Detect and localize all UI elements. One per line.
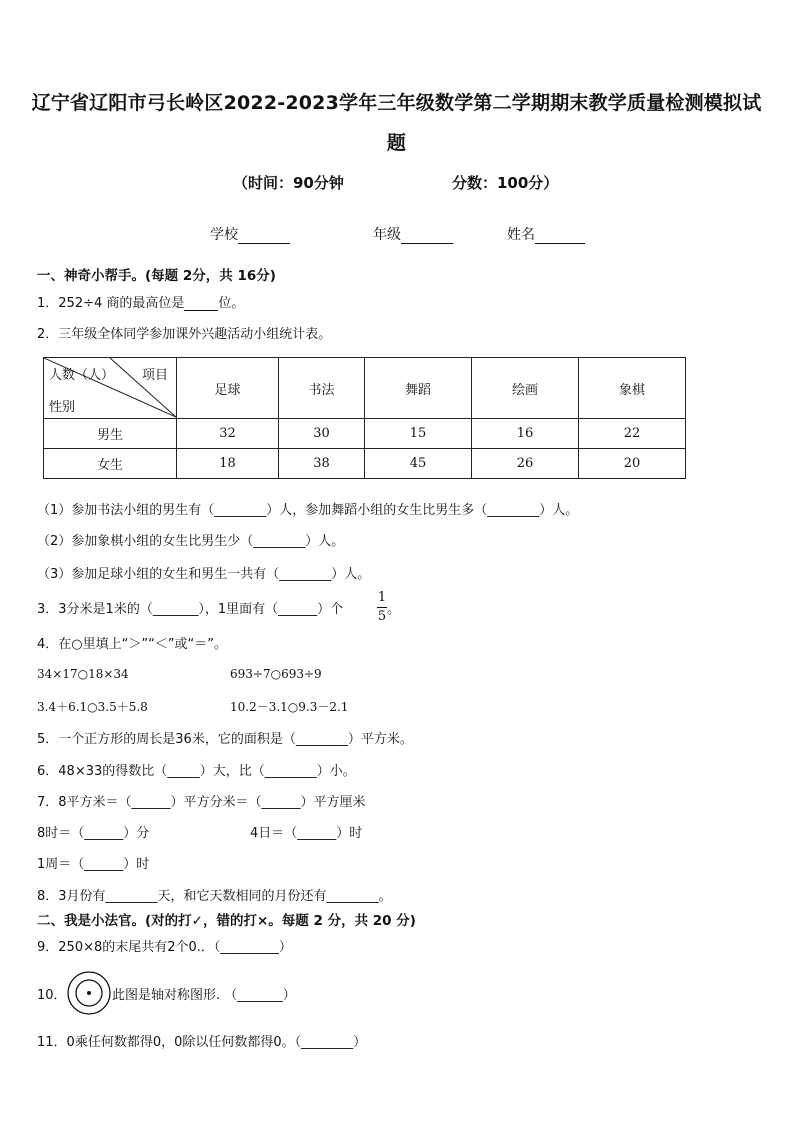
question-7-week: 1周＝（______）时 <box>37 857 150 872</box>
question-5: 5．一个正方形的周长是36米，它的面积是（________）平方米。 <box>37 732 413 747</box>
compare-item: 10.2－3.1○9.3－2.1 <box>230 700 349 714</box>
name-label: 姓名 <box>507 227 535 243</box>
table-cell: 22 <box>579 419 686 449</box>
question-3: 3．3分米是1米的（_______），1里面有（______）个 <box>37 602 344 617</box>
table-cell: 20 <box>579 449 686 479</box>
question-3-tail: 。 <box>387 602 401 617</box>
table-cell: 45 <box>365 449 472 479</box>
table-row <box>44 449 686 479</box>
question-7-days: 4日＝（______）时 <box>250 826 363 841</box>
table-cell: 32 <box>177 419 279 449</box>
compare-item: 34×17○18×34 <box>37 667 129 681</box>
question-1-blank <box>184 296 218 311</box>
fraction-bar <box>377 607 387 608</box>
fraction-denominator: 5 <box>377 609 387 624</box>
question-2-1: （1）参加书法小组的男生有（________）人，参加舞蹈小组的女生比男生多（________）人。 <box>37 503 579 518</box>
concentric-circles-figure <box>65 970 113 1016</box>
corner-label-gender: 性别 <box>49 400 76 415</box>
grade-label: 年级 <box>373 227 401 243</box>
question-11: 11．0乘任何数都得0，0除以任何数都得0。（________） <box>37 1035 367 1050</box>
column-header: 象棋 <box>579 358 686 419</box>
question-2: 2．三年级全体同学参加课外兴趣活动小组统计表。 <box>37 327 332 342</box>
column-header: 书法 <box>279 358 365 419</box>
corner-label-item: 项目 <box>142 368 169 383</box>
fraction-one-fifth <box>377 590 387 625</box>
question-1 <box>37 292 244 311</box>
column-header: 绘画 <box>472 358 579 419</box>
section2-heading: 二、我是小法官。(对的打✓，错的打×。每题 2 分，共 20 分) <box>37 913 416 929</box>
grade-field <box>373 224 453 244</box>
question-4: 4．在○里填上“＞”“＜”或“＝”。 <box>37 637 228 652</box>
question-10: 此图是轴对称图形. （_______） <box>112 988 296 1003</box>
table-cell: 30 <box>279 419 365 449</box>
table-cell: 16 <box>472 419 579 449</box>
question-1-tail: 位。 <box>218 296 245 311</box>
exam-score: 分数：100分） <box>452 174 559 192</box>
question-10-number: 10． <box>37 988 67 1003</box>
corner-label-count: 人数（人） <box>49 368 115 383</box>
question-9: 9．250×8的末尾共有2个0.．（_________） <box>37 940 292 955</box>
row-label: 男生 <box>44 419 177 449</box>
exam-time: （时间：90分钟 <box>233 174 344 192</box>
compare-item: 693÷7○693÷9 <box>230 667 322 681</box>
table-corner-cell <box>44 358 177 419</box>
question-2-2: （2）参加象棋小组的女生比男生少（________）人。 <box>37 534 345 549</box>
table-cell: 26 <box>472 449 579 479</box>
table-row <box>44 419 686 449</box>
page-title: 辽宁省辽阳市弓长岭区2022-2023学年三年级数学第二学期期末教学质量检测模拟试 <box>31 92 762 114</box>
column-header: 足球 <box>177 358 279 419</box>
school-field <box>210 224 290 244</box>
table-cell: 38 <box>279 449 365 479</box>
question-6: 6．48×33的得数比（_____）大，比（________）小。 <box>37 764 356 779</box>
grade-blank <box>401 229 453 244</box>
question-2-3: （3）参加足球小组的女生和男生一共有（________）人。 <box>37 567 371 582</box>
table-cell: 15 <box>365 419 472 449</box>
table-cell: 18 <box>177 449 279 479</box>
column-header: 舞蹈 <box>365 358 472 419</box>
question-7-hours: 8时＝（______）分 <box>37 826 150 841</box>
fraction-numerator: 1 <box>377 590 387 605</box>
school-label: 学校 <box>210 227 238 243</box>
name-field <box>507 224 585 244</box>
question-8: 8．3月份有________天，和它天数相同的月份还有________。 <box>37 889 392 904</box>
question-1-text: 1．252÷4 商的最高位是 <box>37 296 185 311</box>
stats-table <box>43 357 686 479</box>
question-7: 7．8平方米＝（______）平方分米＝（______）平方厘米 <box>37 795 366 810</box>
name-blank <box>535 229 585 244</box>
page-title-continued: 题 <box>386 132 407 154</box>
school-blank <box>238 229 290 244</box>
compare-item: 3.4＋6.1○3.5＋5.8 <box>37 700 148 714</box>
row-label: 女生 <box>44 449 177 479</box>
section1-heading: 一、神奇小帮手。(每题 2分，共 16分) <box>37 268 276 284</box>
